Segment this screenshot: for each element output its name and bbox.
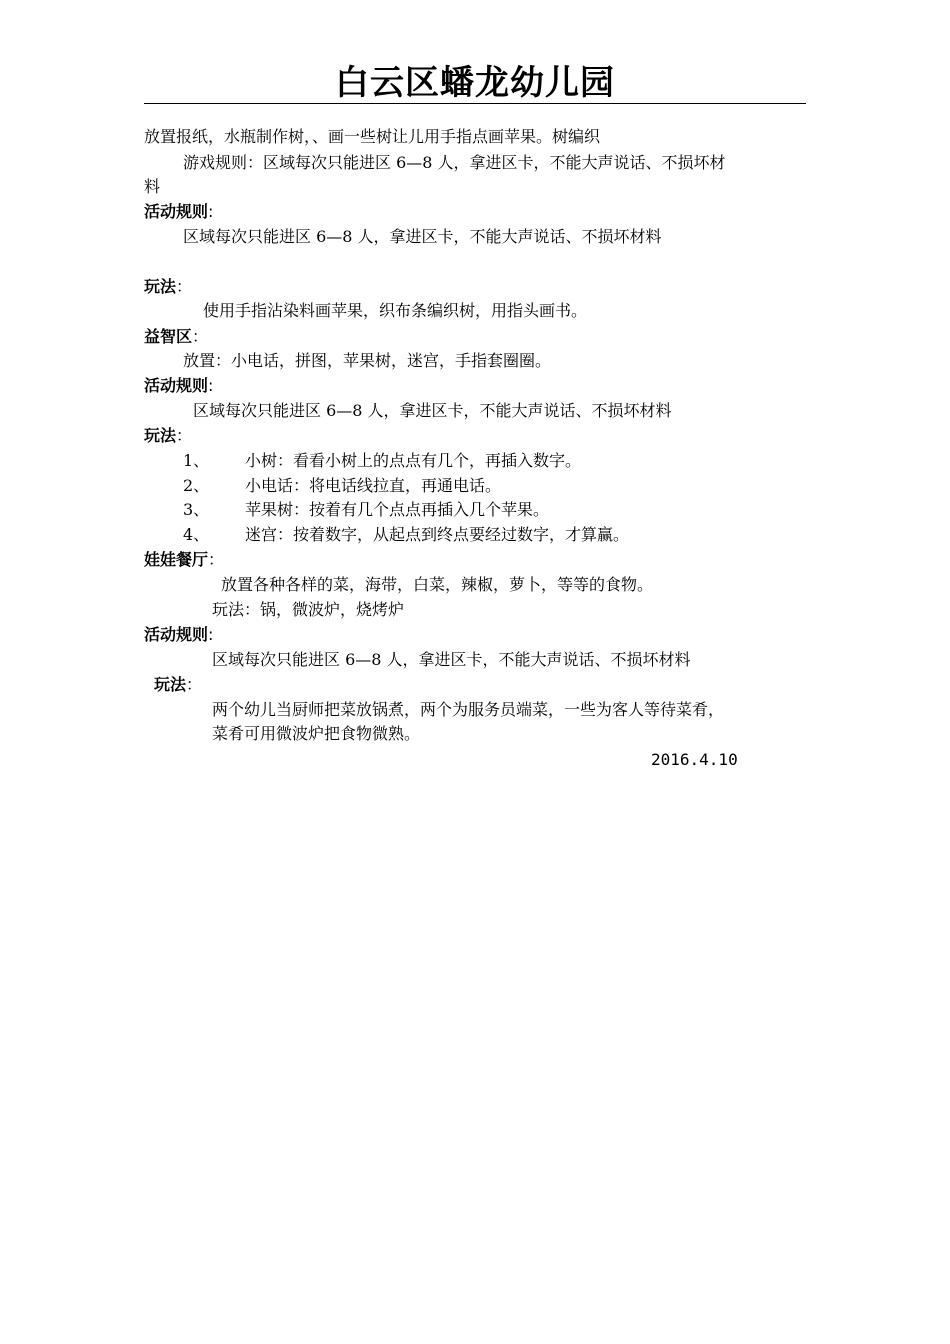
puzzle-area-heading: 益智区： [144, 327, 209, 346]
document-date: 2016.4.10 [651, 750, 738, 769]
puzzle-rules-text: 区域每次只能进区 6—8 人，拿进区卡，不能大声说话、不损坏材料 [193, 401, 672, 420]
activity-rules-heading: 活动规则: [144, 202, 214, 221]
restaurant-play-text-continuation: 菜肴可用微波炉把食物微熟。 [212, 724, 421, 743]
game-rules-continuation: 料 [144, 177, 161, 196]
play-text: 使用手指沾染料画苹果，织布条编织树，用指头画书。 [203, 301, 588, 320]
restaurant-placement: 放置各种各样的菜，海带，白菜，辣椒，萝卜，等等的食物。 [221, 575, 654, 594]
restaurant-play-text: 两个幼儿当厨师把菜放锅煮，两个为服务员端菜，一些为客人等待菜肴， [212, 700, 725, 719]
title-underline [144, 103, 806, 104]
puzzle-rules-heading: 活动规则: [144, 376, 214, 395]
list-item: 4、 迷宫：按着数字，从起点到终点要经过数字，才算赢。 [183, 525, 630, 544]
list-item: 1、 小树：看看小树上的点点有几个，再插入数字。 [183, 451, 582, 470]
puzzle-placement: 放置：小电话，拼图，苹果树，迷宫，手指套圈圈。 [183, 351, 552, 370]
list-item: 2、 小电话：将电话线拉直，再通电话。 [183, 476, 502, 495]
restaurant-rules-text: 区域每次只能进区 6—8 人，拿进区卡，不能大声说话、不损坏材料 [212, 650, 691, 669]
puzzle-play-heading: 玩法： [144, 426, 193, 445]
list-item: 3、 苹果树：按着有几个点点再插入几个苹果。 [183, 500, 550, 519]
document-title: 白云区蟠龙幼儿园 [335, 63, 615, 103]
restaurant-rules-heading: 活动规则: [144, 625, 214, 644]
activity-rules-text: 区域每次只能进区 6—8 人，拿进区卡，不能大声说话、不损坏材料 [183, 227, 662, 246]
intro-line: 放置报纸，水瓶制作树，、画一些树让儿用手指点画苹果。树编织 [144, 127, 601, 146]
game-rules-line: 游戏规则：区域每次只能进区 6—8 人，拿进区卡，不能大声说话、不损坏材 [183, 153, 726, 172]
restaurant-tools: 玩法：锅，微波炉，烧烤炉 [212, 600, 405, 619]
restaurant-play-heading: 玩法： [154, 675, 203, 694]
restaurant-heading: 娃娃餐厅： [144, 550, 225, 569]
play-heading: 玩法： [144, 277, 193, 296]
